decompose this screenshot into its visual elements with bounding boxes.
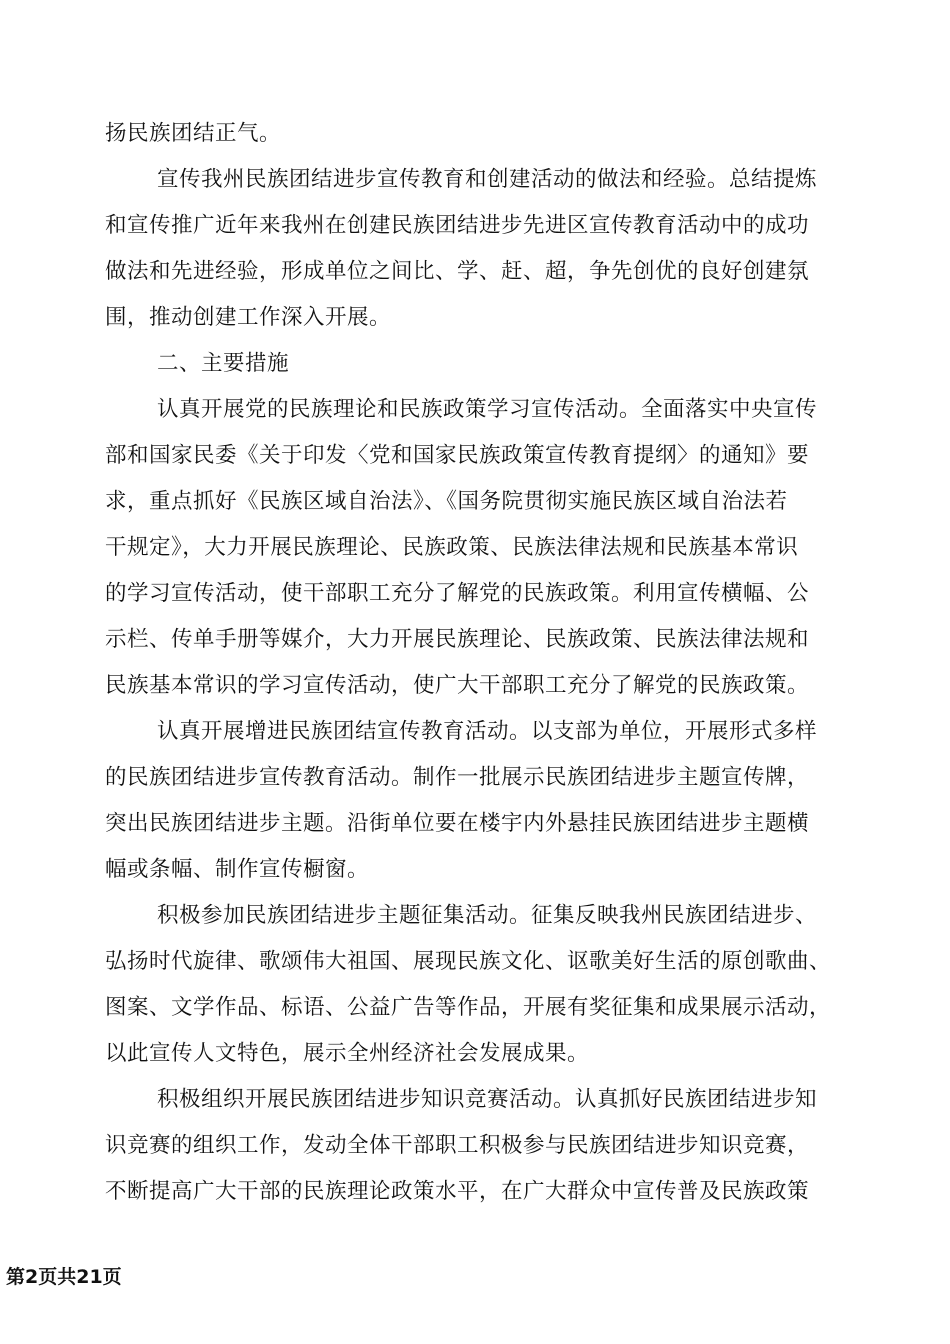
- text-line: 做法和先进经验，形成单位之间比、学、赶、超，争先创优的良好创建氛: [105, 259, 810, 284]
- text-line: 求，重点抓好《民族区域自治法》、《国务院贯彻实施民族区域自治法若: [105, 489, 788, 514]
- text-line: 不断提高广大干部的民族理论政策水平，在广大群众中宣传普及民族政策: [105, 1179, 810, 1204]
- paragraph: [105, 111, 855, 157]
- text-line: 认真开展增进民族团结宣传教育活动。以支部为单位，开展形式多样: [157, 719, 818, 744]
- text-line: 的学习宣传活动，使干部职工充分了解党的民族政策。利用宣传横幅、公: [105, 581, 810, 606]
- paragraph: [105, 387, 855, 709]
- text-line: 图案、文学作品、标语、公益广告等作品，开展有奖征集和成果展示活动，: [105, 995, 832, 1020]
- text-line: 扬民族团结正气。: [105, 121, 282, 146]
- text-line: 幅或条幅、制作宣传橱窗。: [105, 857, 370, 882]
- paragraph: [105, 1077, 855, 1215]
- text-line: 识竞赛的组织工作，发动全体干部职工积极参与民族团结进步知识竞赛，: [105, 1133, 810, 1158]
- text-line: 民族基本常识的学习宣传活动，使广大干部职工充分了解党的民族政策。: [105, 673, 810, 698]
- text-line: 干规定》，大力开展民族理论、民族政策、民族法律法规和民族基本常识: [105, 535, 799, 560]
- paragraph: [105, 893, 855, 1077]
- paragraph: [105, 709, 855, 893]
- text-line: 宣传我州民族团结进步宣传教育和创建活动的做法和经验。总结提炼: [157, 167, 818, 192]
- text-line: 认真开展党的民族理论和民族政策学习宣传活动。全面落实中央宣传: [157, 397, 818, 422]
- paragraph: [105, 157, 855, 341]
- page-number: 第2页共21页: [6, 1266, 122, 1288]
- text-line: 弘扬时代旋律、歌颂伟大祖国、展现民族文化、讴歌美好生活的原创歌曲、: [105, 949, 832, 974]
- text-line: 的民族团结进步宣传教育活动。制作一批展示民族团结进步主题宣传牌，: [105, 765, 810, 790]
- text-line: 示栏、传单手册等媒介，大力开展民族理论、民族政策、民族法律法规和: [105, 627, 810, 652]
- text-line: 部和国家民委《关于印发〈党和国家民族政策宣传教育提纲〉的通知》要: [105, 443, 810, 468]
- document-body: [105, 111, 855, 1215]
- text-line: 围，推动创建工作深入开展。: [105, 305, 392, 330]
- text-line: 积极参加民族团结进步主题征集活动。征集反映我州民族团结进步、: [157, 903, 818, 928]
- text-line: 突出民族团结进步主题。沿街单位要在楼宇内外悬挂民族团结进步主题横: [105, 811, 810, 836]
- text-line: 和宣传推广近年来我州在创建民族团结进步先进区宣传教育活动中的成功: [105, 213, 810, 238]
- text-line: 二、主要措施: [157, 351, 290, 376]
- paragraph: [105, 341, 855, 387]
- text-line: 以此宣传人文特色，展示全州经济社会发展成果。: [105, 1041, 590, 1066]
- text-line: 积极组织开展民族团结进步知识竞赛活动。认真抓好民族团结进步知: [157, 1087, 818, 1112]
